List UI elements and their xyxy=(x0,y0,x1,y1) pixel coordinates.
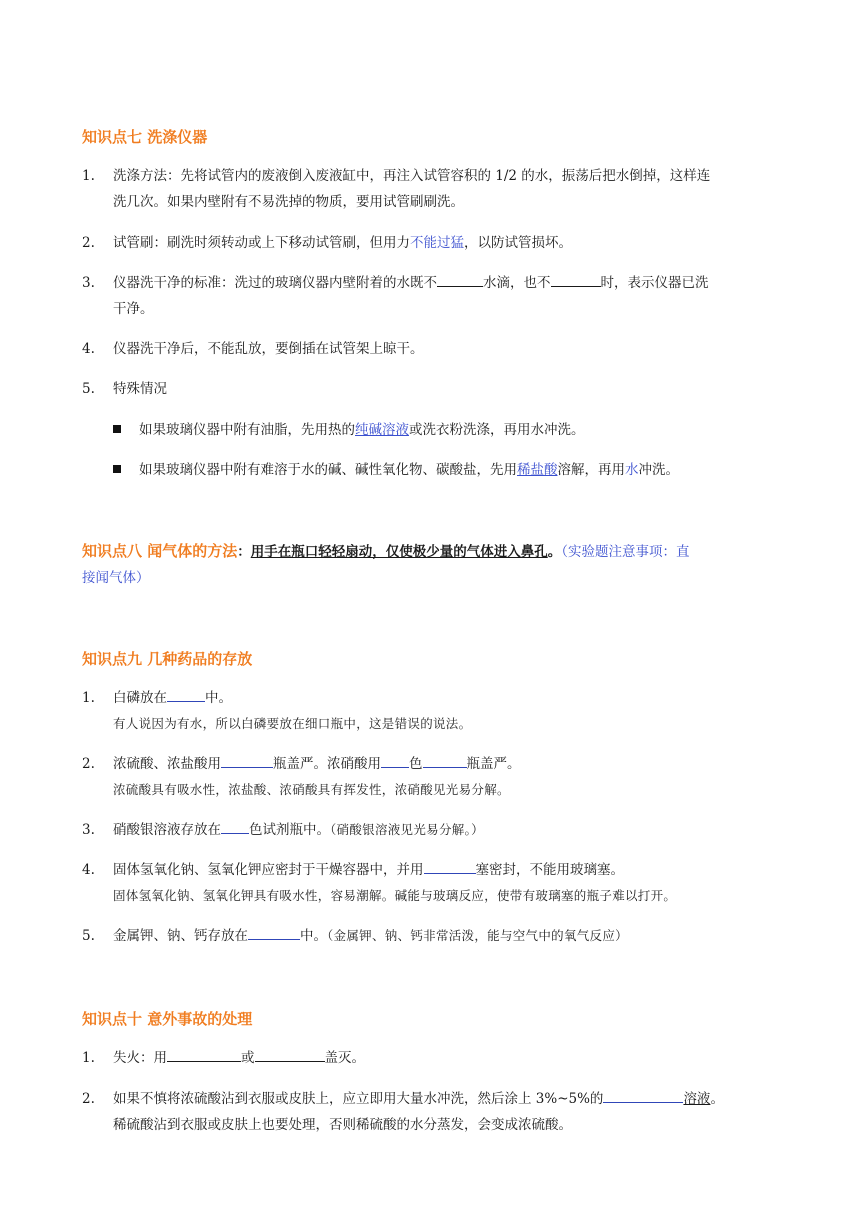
fill-blank[interactable] xyxy=(603,1087,683,1103)
item-text: 特殊情况 xyxy=(113,381,167,397)
item-text xyxy=(113,857,782,909)
bullet-item xyxy=(113,457,679,483)
text-run: 浓硫酸、浓盐酸用 xyxy=(113,756,221,772)
fill-blank[interactable] xyxy=(437,271,483,287)
list-item xyxy=(82,923,782,949)
item-line: 稀硫酸沾到衣服或皮肤上也要处理，否则稀硫酸的水分蒸发，会变成浓硫酸。 xyxy=(113,1117,572,1133)
highlight-text: 不能过猛 xyxy=(410,235,464,251)
list-item xyxy=(82,230,782,256)
section-heading-10: 知识点十 意外事故的处理 xyxy=(82,1010,253,1028)
list-item xyxy=(82,857,782,909)
item-number: 2. xyxy=(82,235,95,251)
list-item xyxy=(82,1086,782,1138)
item-line: 干净。 xyxy=(113,301,154,317)
text-run: 如果不慎将浓硫酸沾到衣服或皮肤上，应立即用大量水冲洗，然后涂上 3%~5%的 xyxy=(113,1091,604,1107)
text-run: 盖灭。 xyxy=(324,1050,365,1066)
text-run: 仪器洗干净的标准：洗过的玻璃仪器内壁附着的水既不 xyxy=(113,275,437,291)
item-number: 5. xyxy=(82,928,95,944)
fill-blank[interactable] xyxy=(255,1046,325,1062)
text-run: 水滴，也不 xyxy=(483,275,551,291)
fill-blank[interactable] xyxy=(248,924,300,940)
text-run: ： xyxy=(237,544,251,560)
text-run: 或洗衣粉洗涤，再用水冲洗。 xyxy=(409,422,585,438)
item-text xyxy=(113,923,782,949)
item-text xyxy=(113,817,782,843)
text-run: 时，表示仪器已洗 xyxy=(600,275,709,291)
item-number: 2. xyxy=(82,756,95,772)
item-number: 3. xyxy=(82,275,95,291)
item-number: 1. xyxy=(82,690,95,706)
item-line: 洗涤方法：先将试管内的废液倒入废液缸中，再注入试管容积的 1/2 的水，振荡后把水倒掉，这样连 xyxy=(113,168,711,184)
explanation-note: 有人说因为有水，所以白磷要放在细口瓶中，这是错误的说法。 xyxy=(113,716,472,731)
list-item xyxy=(82,270,782,322)
section-8 xyxy=(82,538,782,591)
text-run: 失火：用 xyxy=(113,1050,167,1066)
section-heading-8: 知识点八 闻气体的方法 xyxy=(82,542,238,560)
note-text: 接闻气体） xyxy=(82,570,150,586)
fill-blank[interactable] xyxy=(167,686,205,702)
text-run: 如果玻璃仪器中附有油脂，先用热的 xyxy=(139,422,355,438)
text-run: 溶解，再用 xyxy=(557,462,625,478)
text-run: 中。 xyxy=(300,928,327,944)
item-number: 4. xyxy=(82,862,95,878)
list-item xyxy=(82,751,782,803)
fill-blank[interactable] xyxy=(221,752,273,768)
fill-blank[interactable] xyxy=(551,271,601,287)
list-item xyxy=(82,685,782,737)
text-run: 冲洗。 xyxy=(638,462,679,478)
item-line: 洗几次。如果内壁附有不易洗掉的物质，要用试管刷刷洗。 xyxy=(113,194,464,210)
text-run: 中。 xyxy=(205,690,232,706)
text-run: 如果玻璃仪器中附有难溶于水的碱、碱性氧化物、碳酸盐，先用 xyxy=(139,462,517,478)
explanation-note: （硝酸银溶液见光易分解。） xyxy=(330,822,484,837)
text-run: 瓶盖严。 xyxy=(466,756,521,772)
highlight-text: 水 xyxy=(625,462,639,478)
text-run: 或 xyxy=(241,1050,255,1066)
key-method-text: 用手在瓶口轻轻扇动，仅使极少量的气体进入鼻孔 xyxy=(250,544,548,560)
fill-blank[interactable] xyxy=(424,858,476,874)
text-run: 硝酸银溶液存放在 xyxy=(113,822,221,838)
item-number: 1. xyxy=(82,168,95,184)
underlined-text: 溶液 xyxy=(683,1091,711,1107)
fill-blank[interactable] xyxy=(423,752,467,768)
item-text xyxy=(113,1086,782,1138)
section-heading-7: 知识点七 洗涤仪器 xyxy=(82,128,208,146)
text-run: 固体氢氧化钠、氢氧化钾应密封于干燥容器中，并用 xyxy=(113,862,424,878)
text-run: 色 xyxy=(409,756,423,772)
item-number: 3. xyxy=(82,822,95,838)
keyword-link[interactable]: 稀盐酸 xyxy=(517,462,558,478)
item-text xyxy=(113,163,782,215)
section-heading-9: 知识点九 几种药品的存放 xyxy=(82,650,253,668)
list-item xyxy=(82,1045,782,1071)
explanation-note: （金属钾、钠、钙非常活泼，能与空气中的氧气反应） xyxy=(327,928,628,943)
fill-blank[interactable] xyxy=(167,1046,241,1062)
fill-blank[interactable] xyxy=(381,752,409,768)
fill-blank[interactable] xyxy=(221,818,249,834)
note-text: （实验题注意事项：直 xyxy=(561,544,690,560)
square-bullet-icon xyxy=(113,425,121,433)
list-item xyxy=(82,817,782,843)
text-run: 试管刷：刷洗时须转动或上下移动试管刷，但用力 xyxy=(113,235,410,251)
text-run: 。 xyxy=(547,544,562,560)
text-run: 瓶盖严。浓硝酸用 xyxy=(273,756,381,772)
item-text xyxy=(113,751,782,803)
text-run: 。 xyxy=(710,1091,724,1107)
item-text: 仪器洗干净后，不能乱放，要倒插在试管架上晾干。 xyxy=(113,341,424,357)
item-text xyxy=(113,230,782,256)
bullet-item xyxy=(113,417,585,443)
item-number: 2. xyxy=(82,1091,95,1107)
item-text xyxy=(113,270,782,322)
item-number: 4. xyxy=(82,341,95,357)
square-bullet-icon xyxy=(113,465,121,473)
explanation-note: 浓硫酸具有吸水性，浓盐酸、浓硝酸具有挥发性，浓硝酸见光易分解。 xyxy=(113,782,510,797)
item-number: 1. xyxy=(82,1050,95,1066)
text-run: 白磷放在 xyxy=(113,690,167,706)
list-item xyxy=(82,163,782,215)
text-run: ，以防试管损坏。 xyxy=(464,235,572,251)
list-item xyxy=(82,336,782,362)
item-text xyxy=(113,685,782,737)
text-run: 色试剂瓶中。 xyxy=(249,822,330,838)
explanation-note: 固体氢氧化钠、氢氧化钾具有吸水性，容易潮解。碱能与玻璃反应，使带有玻璃塞的瓶子难以打开。 xyxy=(113,888,677,903)
section-8-text xyxy=(82,538,782,591)
list-item xyxy=(82,376,782,402)
text-run: 塞密封，不能用玻璃塞。 xyxy=(475,862,624,878)
item-text xyxy=(113,1045,782,1071)
keyword-link[interactable]: 纯碱溶液 xyxy=(355,422,409,438)
text-run: 金属钾、钠、钙存放在 xyxy=(113,928,248,944)
item-number: 5. xyxy=(82,381,95,397)
